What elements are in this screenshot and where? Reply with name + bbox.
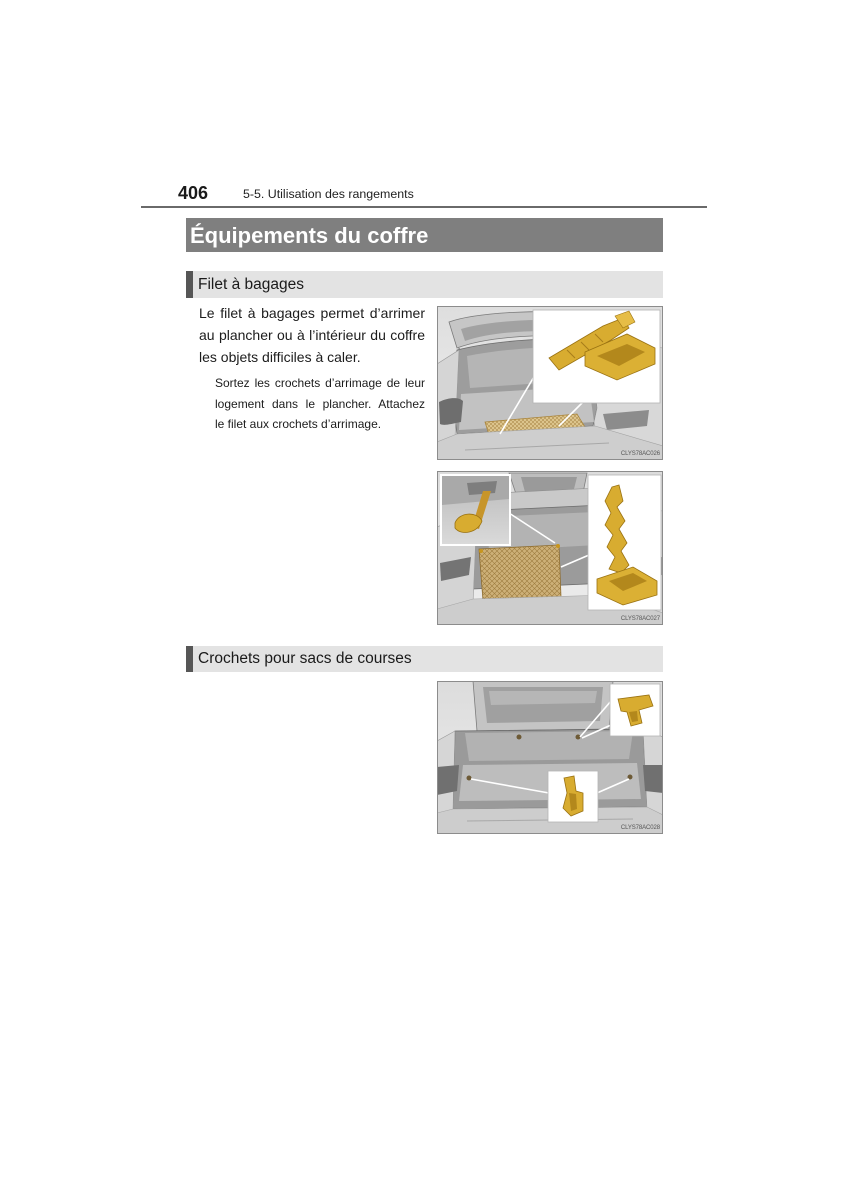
net-hook [479,549,483,553]
side-bag-hook-inset [548,771,598,822]
upper-bag-hook-inset [610,684,660,736]
figure-code: CLYS78AC027 [620,616,660,622]
bag-hook-point [467,776,472,781]
luggage-net-instructions [215,373,425,435]
instruction-line: logement dans le plancher. Attachez [215,396,425,411]
tail-light-left [437,765,459,795]
section-heading-luggage-net: Filet à bagages [198,276,304,293]
tie-down-hook-inset [588,475,661,610]
figure-luggage-net-upright [437,471,663,625]
instruction-line: le filet aux crochets d’arrimage. [215,417,382,431]
upper-hook-inset [441,475,510,545]
tail-light-left [439,398,463,425]
header-rule [141,206,707,208]
luggage-net-floor-illustration [437,306,663,460]
chapter-title-bar [186,218,663,252]
section-heading-shopping-bag-hooks: Crochets pour sacs de courses [198,650,412,667]
figure-code: CLYS78AC026 [620,451,660,457]
shopping-bag-hooks-illustration [437,681,663,834]
section-heading-bar-shopping-bag-hooks [186,646,663,672]
tail-light-right [643,765,663,793]
figure-code: CLYS78AC028 [620,825,660,831]
intro-line: les objets difficiles à caler. [199,349,361,365]
tie-down-hook-inset [533,310,660,403]
figure-luggage-net-floor [437,306,663,460]
running-title: 5-5. Utilisation des rangements [243,187,414,201]
luggage-net-intro [199,302,425,368]
trunk-lid-panel [489,691,597,705]
luggage-net-upright-illustration [437,471,663,625]
section-heading-bar-luggage-net [186,271,663,298]
hook-mount [467,481,497,495]
page-number: 406 [178,183,209,203]
intro-line: au plancher ou à l’intérieur du coffre [199,327,425,343]
net-hook [556,544,560,548]
chapter-title: Équipements du coffre [190,223,429,248]
luggage-net-mesh [479,545,561,601]
trunk-back-wall [465,731,633,761]
figure-shopping-bag-hooks [437,681,663,834]
intro-line: Le filet à bagages permet d’arrimer [199,305,425,321]
bag-hook-point [576,735,581,740]
bag-hook-point [517,735,522,740]
instruction-line: Sortez les crochets d’arrimage de leur [215,376,425,390]
